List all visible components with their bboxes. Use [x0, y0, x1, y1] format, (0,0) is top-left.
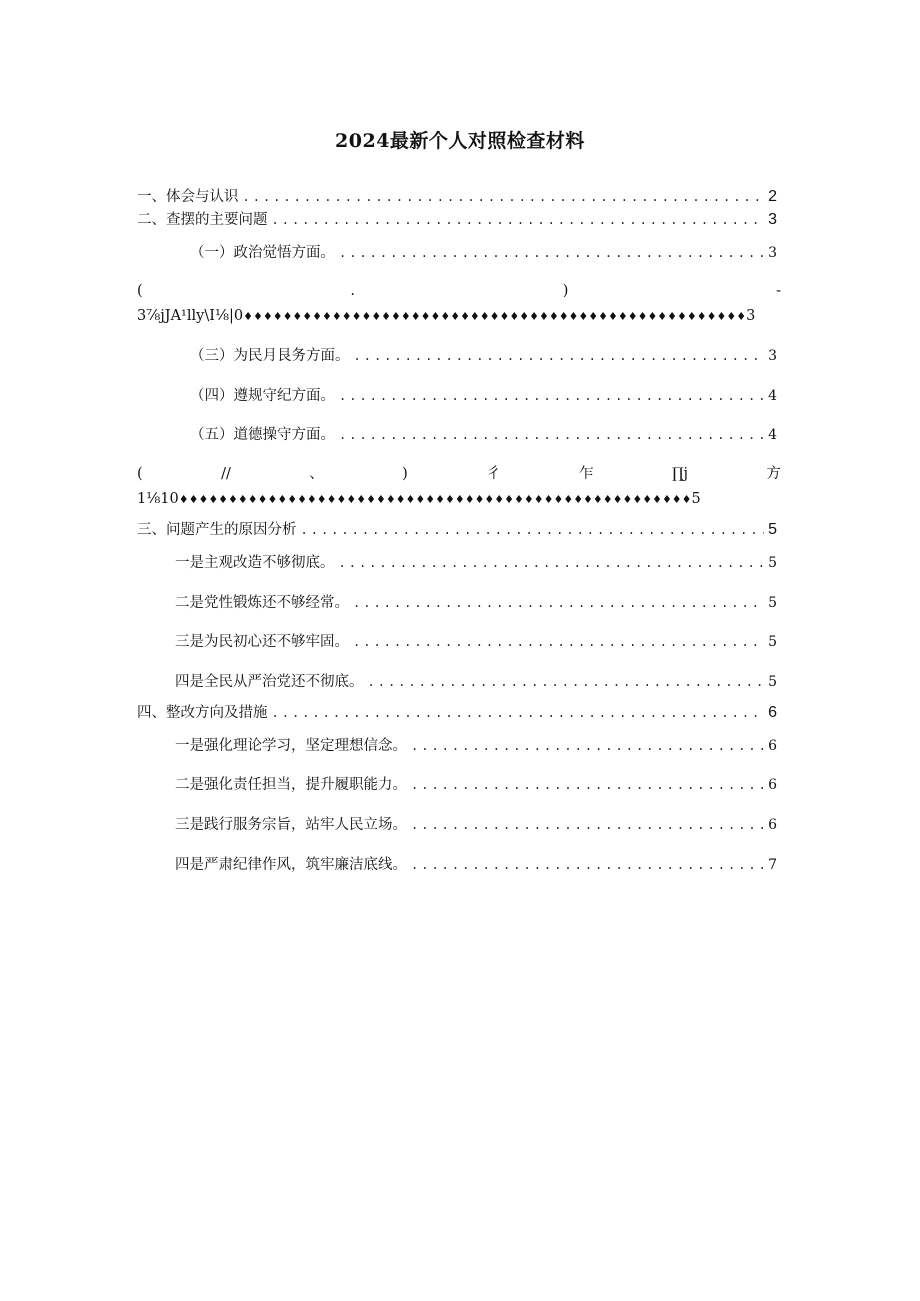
toc-leader-dots	[339, 553, 765, 573]
toc-entry-label: 一是主观改造不够彻底。	[175, 555, 335, 571]
garbled-glyph: )	[562, 283, 569, 299]
toc-page-number: 5	[768, 595, 777, 611]
toc-entry-s4-4[interactable]	[175, 855, 777, 875]
toc-page-number: 6	[768, 817, 777, 833]
toc-entry-label: （五）道德操守方面。	[190, 427, 335, 443]
toc-leader-dots	[411, 775, 764, 795]
garbled-glyph: ∏j	[671, 466, 689, 482]
toc-page-number: 6	[768, 738, 777, 754]
toc-page-number: 3	[768, 348, 777, 364]
toc-page-number: 5	[691, 491, 701, 507]
toc-page-number: 4	[768, 427, 777, 443]
toc-entry-label: 二、查摆的主要问题	[137, 212, 268, 228]
toc-entry-label: 一是强化理论学习，坚定理想信念。	[175, 738, 407, 754]
toc-page-number: 5	[768, 634, 777, 650]
toc-leader-dots	[353, 632, 764, 652]
toc-page-number: 5	[768, 521, 777, 538]
toc-leader-dots	[339, 425, 764, 445]
toc-entry-s2-3[interactable]	[190, 346, 777, 366]
garbled-glyph: (	[137, 466, 143, 482]
garbled-glyph: )	[402, 466, 408, 482]
toc-leader-dots	[368, 672, 765, 692]
toc-entry-s2-1[interactable]	[190, 243, 777, 263]
toc-entry-label: 二是党性锻炼还不够经常。	[175, 595, 349, 611]
toc-leader-dots	[301, 520, 765, 540]
toc-page-number: 3	[746, 308, 756, 324]
toc-entry-s4-3[interactable]	[175, 815, 777, 835]
garbled-glyph: 、	[309, 466, 324, 482]
toc-leader-dots	[411, 855, 764, 875]
toc-leader-dots	[353, 593, 764, 613]
garbled-glyph: 乍	[579, 466, 594, 482]
garbled-text: 3⅞jJA¹lly\I⅛|0	[137, 308, 244, 324]
toc-leader-dots	[354, 346, 765, 366]
toc-entry-s1[interactable]	[137, 187, 777, 207]
toc-page-number: 3	[768, 211, 777, 228]
toc-entry-s2-2-garbled-bottom[interactable]	[137, 306, 781, 327]
toc-entry-s4-1[interactable]	[175, 736, 777, 756]
toc-page-number: 3	[768, 245, 777, 261]
toc-entry-s3-2[interactable]	[175, 593, 777, 613]
garbled-glyph: 彳	[486, 466, 501, 482]
toc-entry-label: （一）政治觉悟方面。	[190, 245, 335, 261]
toc-entry-s3-1[interactable]	[175, 553, 777, 573]
garbled-glyph: -	[776, 283, 781, 299]
garbled-glyph: 方	[766, 466, 781, 482]
toc-entry-s2-6-garbled-top	[137, 464, 781, 484]
garbled-diamond-leader: ♦♦♦♦♦♦♦♦♦♦♦♦♦♦♦♦♦♦♦♦♦♦♦♦♦♦♦♦♦♦♦♦♦♦♦♦♦♦♦♦♦♦♦♦♦♦♦♦♦♦♦	[243, 310, 747, 323]
toc-leader-dots	[339, 386, 764, 406]
toc-page-number: 5	[768, 555, 777, 571]
garbled-glyph: .	[350, 283, 355, 299]
toc-entry-s3-4[interactable]	[175, 672, 777, 692]
toc-entry-s4[interactable]	[137, 703, 777, 723]
toc-entry-s2-6-garbled-bottom[interactable]	[137, 489, 781, 510]
toc-entry-label: 四、整改方向及措施	[137, 705, 268, 721]
toc-entry-label: 四是严肃纪律作风，筑牢廉洁底线。	[175, 857, 407, 873]
toc-entry-label: （四）遵规守纪方面。	[190, 388, 335, 404]
toc-page-number: 2	[768, 188, 777, 205]
toc-entry-s3-3[interactable]	[175, 632, 777, 652]
toc-leader-dots	[272, 210, 765, 230]
toc-entry-label: 一、体会与认识	[137, 189, 239, 205]
toc-leader-dots	[272, 703, 765, 723]
toc-entry-label: 三、问题产生的原因分析	[137, 522, 297, 538]
toc-page-number: 7	[768, 857, 777, 873]
toc-entry-label: 二是强化责任担当，提升履职能力。	[175, 777, 407, 793]
toc-page-number: 4	[768, 388, 777, 404]
toc-entry-label: （三）为民月艮务方面。	[190, 348, 350, 364]
toc-entry-s2-4[interactable]	[190, 386, 777, 406]
toc-page-number: 6	[768, 704, 777, 721]
toc-page-number: 6	[768, 777, 777, 793]
toc-entry-s2-5[interactable]	[190, 425, 777, 445]
document-title: 2024最新个人对照检查材料	[335, 130, 585, 152]
toc-entry-s3[interactable]	[137, 520, 777, 540]
toc-leader-dots	[339, 243, 764, 263]
toc-leader-dots	[243, 187, 765, 207]
toc-entry-label: 三是为民初心还不够牢固。	[175, 634, 349, 650]
toc-page-number: 5	[768, 674, 777, 690]
garbled-diamond-leader: ♦♦♦♦♦♦♦♦♦♦♦♦♦♦♦♦♦♦♦♦♦♦♦♦♦♦♦♦♦♦♦♦♦♦♦♦♦♦♦♦♦♦♦♦♦♦♦♦♦♦♦♦	[178, 493, 692, 506]
toc-entry-label: 三是践行服务宗旨，站牢人民立场。	[175, 817, 407, 833]
toc-leader-dots	[411, 815, 764, 835]
toc-entry-label: 四是全民从严治党还不彻底。	[175, 674, 364, 690]
toc-entry-s2[interactable]	[137, 210, 777, 230]
toc-entry-s2-2-garbled-top	[137, 281, 781, 301]
garbled-text: 1⅛10	[137, 491, 179, 507]
garbled-glyph: //	[221, 466, 231, 482]
toc-leader-dots	[411, 736, 764, 756]
garbled-glyph: (	[137, 283, 143, 299]
toc-entry-s4-2[interactable]	[175, 775, 777, 795]
